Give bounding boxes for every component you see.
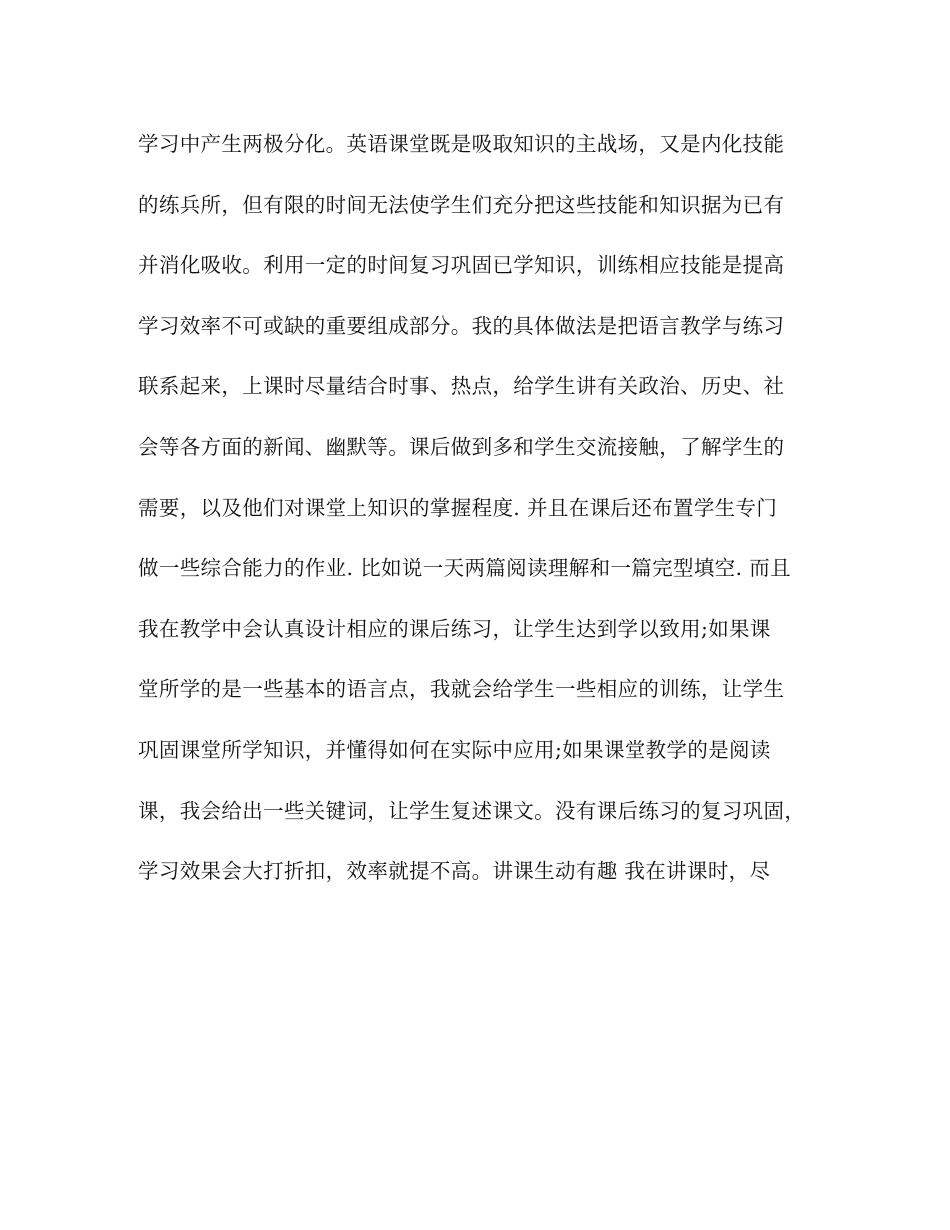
text-line-2: 的练兵所，但有限的时间无法使学生们充分把这些技能和知识据为已有 (138, 192, 785, 217)
text-line-12: 课，我会给出一些关键词，让学生复述课文。没有课后练习的复习巩固， (138, 798, 806, 823)
body-text (138, 124, 838, 912)
text-line-5: 联系起来，上课时尽量结合时事、热点，给学生讲有关政治、历史、社 (138, 374, 785, 399)
text-line-10: 堂所学的是一些基本的语言点，我就会给学生一些相应的训练，让学生 (138, 677, 785, 702)
text-line-11: 巩固课堂所学知识，并懂得如何在实际中应用;如果课堂教学的是阅读 (138, 737, 771, 762)
text-line-8: 做一些综合能力的作业. 比如说一天两篇阅读理解和一篇完型填空. 而且 (138, 556, 791, 581)
text-line-3: 并消化吸收。利用一定的时间复习巩固已学知识，训练相应技能是提高 (138, 253, 785, 278)
text-line-7: 需要，以及他们对课堂上知识的掌握程度. 并且在课后还布置学生专门 (138, 495, 778, 520)
text-line-4: 学习效率不可或缺的重要组成部分。我的具体做法是把语言教学与练习 (138, 313, 785, 338)
text-line-13: 学习效果会大打折扣，效率就提不高。讲课生动有趣 我在讲课时，尽 (138, 859, 771, 884)
text-line-6: 会等各方面的新闻、幽默等。课后做到多和学生交流接触，了解学生的 (138, 434, 785, 459)
text-line-1: 学习中产生两极分化。英语课堂既是吸取知识的主战场，又是内化技能 (138, 132, 785, 156)
text-line-9: 我在教学中会认真设计相应的课后练习，让学生达到学以致用;如果课 (138, 616, 771, 641)
